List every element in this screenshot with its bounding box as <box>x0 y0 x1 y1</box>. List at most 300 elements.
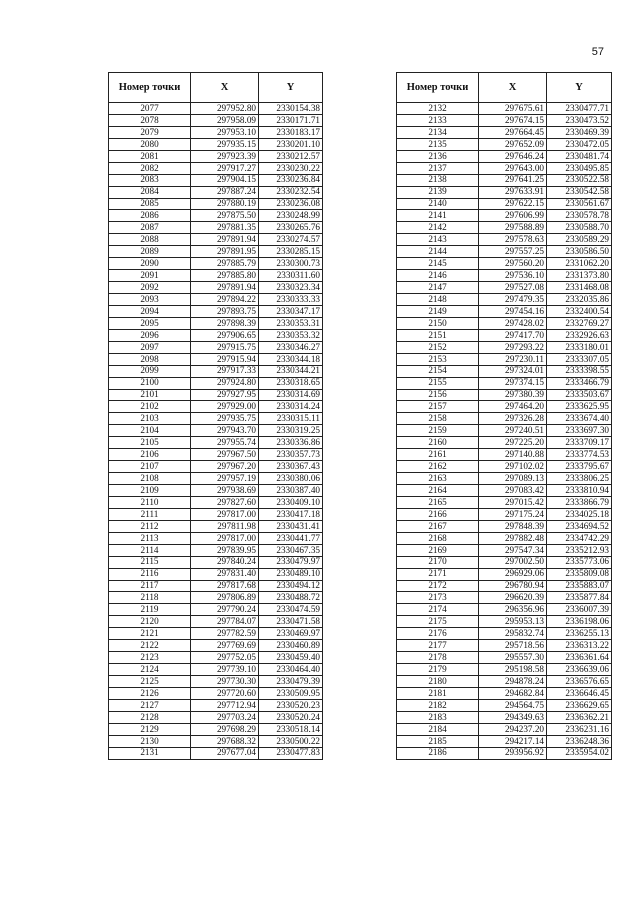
table-row <box>397 377 612 389</box>
point-number-cell: 2178 <box>397 652 479 664</box>
point-number-cell: 2107 <box>109 461 191 473</box>
point-number-cell: 2084 <box>109 186 191 198</box>
point-number-cell: 2083 <box>109 174 191 186</box>
point-number-cell: 2088 <box>109 234 191 246</box>
point-number-cell: 2106 <box>109 449 191 461</box>
table-header-row <box>109 73 323 103</box>
y-cell: 2330460.89 <box>259 640 323 652</box>
x-cell: 297479.35 <box>479 294 547 306</box>
table-row <box>109 234 323 246</box>
table-row <box>397 652 612 664</box>
point-number-cell: 2089 <box>109 246 191 258</box>
table-row <box>397 114 612 126</box>
x-cell: 297782.59 <box>191 628 259 640</box>
point-number-cell: 2158 <box>397 413 479 425</box>
y-cell: 2330494.12 <box>259 580 323 592</box>
table-row <box>397 687 612 699</box>
point-number-cell: 2110 <box>109 496 191 508</box>
point-number-cell: 2130 <box>109 735 191 747</box>
point-number-cell: 2176 <box>397 628 479 640</box>
point-number-cell: 2117 <box>109 580 191 592</box>
table-row <box>109 747 323 759</box>
y-cell: 2330477.83 <box>259 747 323 759</box>
x-cell: 295718.56 <box>479 640 547 652</box>
point-number-cell: 2164 <box>397 485 479 497</box>
coordinates-table-right <box>396 72 612 760</box>
x-cell: 297380.39 <box>479 389 547 401</box>
point-number-cell: 2168 <box>397 532 479 544</box>
point-number-cell: 2104 <box>109 425 191 437</box>
table-row <box>109 126 323 138</box>
table-row <box>109 449 323 461</box>
y-cell: 2333774.53 <box>547 449 612 461</box>
table-row <box>109 353 323 365</box>
table-row <box>109 664 323 676</box>
point-number-cell: 2103 <box>109 413 191 425</box>
table-row <box>109 485 323 497</box>
x-cell: 295832.74 <box>479 628 547 640</box>
y-cell: 2330588.70 <box>547 222 612 234</box>
y-cell: 2330522.58 <box>547 174 612 186</box>
x-cell: 297140.88 <box>479 449 547 461</box>
y-cell: 2336629.65 <box>547 699 612 711</box>
table-body-left <box>109 103 323 760</box>
table-row <box>397 329 612 341</box>
point-number-cell: 2116 <box>109 568 191 580</box>
table-header-row <box>397 73 612 103</box>
x-cell: 297454.16 <box>479 305 547 317</box>
header-x: X <box>479 73 547 103</box>
table-row <box>109 401 323 413</box>
table-row <box>397 198 612 210</box>
x-cell: 297880.19 <box>191 198 259 210</box>
x-cell: 297887.24 <box>191 186 259 198</box>
point-number-cell: 2162 <box>397 461 479 473</box>
table-row <box>397 676 612 688</box>
y-cell: 2330248.99 <box>259 210 323 222</box>
table-row <box>109 365 323 377</box>
header-point-number: Номер точки <box>397 73 479 103</box>
table-row <box>109 628 323 640</box>
point-number-cell: 2186 <box>397 747 479 759</box>
x-cell: 297831.40 <box>191 568 259 580</box>
y-cell: 2330314.69 <box>259 389 323 401</box>
y-cell: 2332769.27 <box>547 317 612 329</box>
y-cell: 2333466.79 <box>547 377 612 389</box>
table-row <box>109 198 323 210</box>
table-row <box>397 138 612 150</box>
y-cell: 2330387.40 <box>259 485 323 497</box>
y-cell: 2330357.73 <box>259 449 323 461</box>
y-cell: 2330183.17 <box>259 126 323 138</box>
x-cell: 297527.08 <box>479 282 547 294</box>
x-cell: 297904.15 <box>191 174 259 186</box>
y-cell: 2330520.23 <box>259 699 323 711</box>
point-number-cell: 2095 <box>109 317 191 329</box>
table-row <box>109 389 323 401</box>
point-number-cell: 2170 <box>397 556 479 568</box>
point-number-cell: 2125 <box>109 676 191 688</box>
x-cell: 297958.09 <box>191 114 259 126</box>
table-row <box>109 246 323 258</box>
y-cell: 2330469.97 <box>259 628 323 640</box>
table-row <box>109 568 323 580</box>
y-cell: 2330171.71 <box>259 114 323 126</box>
table-row <box>397 126 612 138</box>
table-row <box>109 604 323 616</box>
x-cell: 297891.95 <box>191 246 259 258</box>
point-number-cell: 2139 <box>397 186 479 198</box>
x-cell: 296929.06 <box>479 568 547 580</box>
table-row <box>109 317 323 329</box>
point-number-cell: 2081 <box>109 150 191 162</box>
y-cell: 2330474.59 <box>259 604 323 616</box>
point-number-cell: 2114 <box>109 544 191 556</box>
point-number-cell: 2094 <box>109 305 191 317</box>
table-row <box>109 699 323 711</box>
point-number-cell: 2145 <box>397 258 479 270</box>
y-cell: 2333674.40 <box>547 413 612 425</box>
table-row <box>397 735 612 747</box>
table-row <box>397 616 612 628</box>
point-number-cell: 2105 <box>109 437 191 449</box>
table-row <box>109 676 323 688</box>
x-cell: 294878.24 <box>479 676 547 688</box>
x-cell: 297720.60 <box>191 687 259 699</box>
y-cell: 2330212.57 <box>259 150 323 162</box>
point-number-cell: 2091 <box>109 270 191 282</box>
y-cell: 2332035.86 <box>547 294 612 306</box>
table-row <box>397 508 612 520</box>
x-cell: 297588.89 <box>479 222 547 234</box>
x-cell: 297955.74 <box>191 437 259 449</box>
table-row <box>109 556 323 568</box>
y-cell: 2330488.72 <box>259 592 323 604</box>
y-cell: 2330236.84 <box>259 174 323 186</box>
table-row <box>109 114 323 126</box>
point-number-cell: 2108 <box>109 473 191 485</box>
point-number-cell: 2137 <box>397 162 479 174</box>
y-cell: 2330367.43 <box>259 461 323 473</box>
x-cell: 297175.24 <box>479 508 547 520</box>
table-row <box>109 150 323 162</box>
point-number-cell: 2100 <box>109 377 191 389</box>
x-cell: 297374.15 <box>479 377 547 389</box>
y-cell: 2333795.67 <box>547 461 612 473</box>
y-cell: 2330300.73 <box>259 258 323 270</box>
x-cell: 297957.19 <box>191 473 259 485</box>
point-number-cell: 2077 <box>109 103 191 115</box>
point-number-cell: 2177 <box>397 640 479 652</box>
table-row <box>397 604 612 616</box>
x-cell: 297240.51 <box>479 425 547 437</box>
y-cell: 2332400.54 <box>547 305 612 317</box>
x-cell: 297652.09 <box>479 138 547 150</box>
x-cell: 296356.96 <box>479 604 547 616</box>
point-number-cell: 2135 <box>397 138 479 150</box>
table-row <box>109 282 323 294</box>
table-row <box>109 329 323 341</box>
point-number-cell: 2183 <box>397 711 479 723</box>
point-number-cell: 2123 <box>109 652 191 664</box>
point-number-cell: 2111 <box>109 508 191 520</box>
x-cell: 297898.39 <box>191 317 259 329</box>
y-cell: 2330333.33 <box>259 294 323 306</box>
table-row <box>109 640 323 652</box>
point-number-cell: 2098 <box>109 353 191 365</box>
table-row <box>397 365 612 377</box>
y-cell: 2331062.20 <box>547 258 612 270</box>
point-number-cell: 2185 <box>397 735 479 747</box>
y-cell: 2330353.31 <box>259 317 323 329</box>
x-cell: 297326.28 <box>479 413 547 425</box>
y-cell: 2330232.54 <box>259 186 323 198</box>
header-x: X <box>191 73 259 103</box>
point-number-cell: 2148 <box>397 294 479 306</box>
y-cell: 2333307.05 <box>547 353 612 365</box>
y-cell: 2331373.80 <box>547 270 612 282</box>
table-row <box>109 508 323 520</box>
point-number-cell: 2182 <box>397 699 479 711</box>
x-cell: 297894.22 <box>191 294 259 306</box>
table-row <box>397 556 612 568</box>
table-row <box>397 341 612 353</box>
y-cell: 2330346.27 <box>259 341 323 353</box>
point-number-cell: 2181 <box>397 687 479 699</box>
y-cell: 2330380.06 <box>259 473 323 485</box>
y-cell: 2334694.52 <box>547 520 612 532</box>
point-number-cell: 2169 <box>397 544 479 556</box>
x-cell: 297752.05 <box>191 652 259 664</box>
table-row <box>109 687 323 699</box>
y-cell: 2332926.63 <box>547 329 612 341</box>
y-cell: 2336255.13 <box>547 628 612 640</box>
x-cell: 297230.11 <box>479 353 547 365</box>
point-number-cell: 2112 <box>109 520 191 532</box>
page-number: 57 <box>591 46 604 58</box>
table-row <box>109 544 323 556</box>
x-cell: 294564.75 <box>479 699 547 711</box>
table-row <box>109 711 323 723</box>
x-cell: 297769.69 <box>191 640 259 652</box>
table-row <box>397 461 612 473</box>
x-cell: 297935.15 <box>191 138 259 150</box>
table-row <box>397 186 612 198</box>
x-cell: 297664.45 <box>479 126 547 138</box>
y-cell: 2333810.94 <box>547 485 612 497</box>
table-row <box>397 628 612 640</box>
table-row <box>397 305 612 317</box>
table-row <box>397 246 612 258</box>
point-number-cell: 2151 <box>397 329 479 341</box>
header-y: Y <box>259 73 323 103</box>
x-cell: 297906.65 <box>191 329 259 341</box>
point-number-cell: 2133 <box>397 114 479 126</box>
point-number-cell: 2079 <box>109 126 191 138</box>
x-cell: 297935.75 <box>191 413 259 425</box>
point-number-cell: 2126 <box>109 687 191 699</box>
point-number-cell: 2136 <box>397 150 479 162</box>
x-cell: 297893.75 <box>191 305 259 317</box>
x-cell: 294682.84 <box>479 687 547 699</box>
x-cell: 297293.22 <box>479 341 547 353</box>
point-number-cell: 2092 <box>109 282 191 294</box>
y-cell: 2336361.64 <box>547 652 612 664</box>
point-number-cell: 2127 <box>109 699 191 711</box>
table-row <box>109 413 323 425</box>
table-row <box>109 341 323 353</box>
x-cell: 297943.70 <box>191 425 259 437</box>
point-number-cell: 2086 <box>109 210 191 222</box>
x-cell: 297646.24 <box>479 150 547 162</box>
y-cell: 2330274.57 <box>259 234 323 246</box>
y-cell: 2330336.86 <box>259 437 323 449</box>
y-cell: 2330311.60 <box>259 270 323 282</box>
point-number-cell: 2166 <box>397 508 479 520</box>
y-cell: 2330441.77 <box>259 532 323 544</box>
y-cell: 2330154.38 <box>259 103 323 115</box>
point-number-cell: 2115 <box>109 556 191 568</box>
table-row <box>397 496 612 508</box>
y-cell: 2330500.22 <box>259 735 323 747</box>
x-cell: 297811.98 <box>191 520 259 532</box>
x-cell: 297952.80 <box>191 103 259 115</box>
y-cell: 2333866.79 <box>547 496 612 508</box>
y-cell: 2330586.50 <box>547 246 612 258</box>
point-number-cell: 2140 <box>397 198 479 210</box>
table-row <box>397 162 612 174</box>
table-row <box>397 532 612 544</box>
point-number-cell: 2121 <box>109 628 191 640</box>
x-cell: 297848.39 <box>479 520 547 532</box>
table-row <box>397 485 612 497</box>
x-cell: 297817.00 <box>191 532 259 544</box>
point-number-cell: 2144 <box>397 246 479 258</box>
point-number-cell: 2165 <box>397 496 479 508</box>
x-cell: 297885.80 <box>191 270 259 282</box>
point-number-cell: 2102 <box>109 401 191 413</box>
point-number-cell: 2087 <box>109 222 191 234</box>
x-cell: 297536.10 <box>479 270 547 282</box>
table-row <box>109 520 323 532</box>
x-cell: 297739.10 <box>191 664 259 676</box>
x-cell: 297881.35 <box>191 222 259 234</box>
x-cell: 294349.63 <box>479 711 547 723</box>
table-row <box>397 413 612 425</box>
y-cell: 2336576.65 <box>547 676 612 688</box>
table-row <box>397 150 612 162</box>
x-cell: 297102.02 <box>479 461 547 473</box>
y-cell: 2330477.71 <box>547 103 612 115</box>
y-cell: 2333180.01 <box>547 341 612 353</box>
x-cell: 297547.34 <box>479 544 547 556</box>
y-cell: 2330561.67 <box>547 198 612 210</box>
y-cell: 2336231.16 <box>547 723 612 735</box>
x-cell: 297606.99 <box>479 210 547 222</box>
x-cell: 297560.20 <box>479 258 547 270</box>
y-cell: 2335954.02 <box>547 747 612 759</box>
x-cell: 297712.94 <box>191 699 259 711</box>
y-cell: 2330520.24 <box>259 711 323 723</box>
table-row <box>109 210 323 222</box>
table-row <box>109 103 323 115</box>
y-cell: 2330509.95 <box>259 687 323 699</box>
x-cell: 297703.24 <box>191 711 259 723</box>
table-row <box>397 723 612 735</box>
y-cell: 2334025.18 <box>547 508 612 520</box>
table-row <box>397 580 612 592</box>
x-cell: 297643.00 <box>479 162 547 174</box>
point-number-cell: 2156 <box>397 389 479 401</box>
table-row <box>397 317 612 329</box>
point-number-cell: 2149 <box>397 305 479 317</box>
y-cell: 2333503.67 <box>547 389 612 401</box>
x-cell: 297953.10 <box>191 126 259 138</box>
y-cell: 2330417.18 <box>259 508 323 520</box>
table-row <box>109 186 323 198</box>
y-cell: 2330479.39 <box>259 676 323 688</box>
x-cell: 297677.04 <box>191 747 259 759</box>
table-row <box>397 473 612 485</box>
point-number-cell: 2128 <box>109 711 191 723</box>
y-cell: 2330489.10 <box>259 568 323 580</box>
point-number-cell: 2129 <box>109 723 191 735</box>
point-number-cell: 2138 <box>397 174 479 186</box>
point-number-cell: 2174 <box>397 604 479 616</box>
x-cell: 295557.30 <box>479 652 547 664</box>
y-cell: 2330285.15 <box>259 246 323 258</box>
table-row <box>397 258 612 270</box>
point-number-cell: 2161 <box>397 449 479 461</box>
x-cell: 297674.15 <box>479 114 547 126</box>
point-number-cell: 2093 <box>109 294 191 306</box>
y-cell: 2330472.05 <box>547 138 612 150</box>
y-cell: 2330265.76 <box>259 222 323 234</box>
x-cell: 293956.92 <box>479 747 547 759</box>
x-cell: 297929.00 <box>191 401 259 413</box>
x-cell: 297641.25 <box>479 174 547 186</box>
table-row <box>109 258 323 270</box>
x-cell: 297784.07 <box>191 616 259 628</box>
y-cell: 2335883.07 <box>547 580 612 592</box>
point-number-cell: 2179 <box>397 664 479 676</box>
point-number-cell: 2153 <box>397 353 479 365</box>
table-row <box>109 580 323 592</box>
point-number-cell: 2173 <box>397 592 479 604</box>
table-row <box>397 401 612 413</box>
x-cell: 297924.80 <box>191 377 259 389</box>
y-cell: 2330589.29 <box>547 234 612 246</box>
table-row <box>109 723 323 735</box>
x-cell: 297967.20 <box>191 461 259 473</box>
point-number-cell: 2078 <box>109 114 191 126</box>
x-cell: 297817.00 <box>191 508 259 520</box>
table-row <box>109 162 323 174</box>
y-cell: 2330347.17 <box>259 305 323 317</box>
point-number-cell: 2147 <box>397 282 479 294</box>
y-cell: 2330323.34 <box>259 282 323 294</box>
y-cell: 2330344.18 <box>259 353 323 365</box>
x-cell: 297557.25 <box>479 246 547 258</box>
table-row <box>397 222 612 234</box>
coordinates-table-left <box>108 72 323 760</box>
point-number-cell: 2180 <box>397 676 479 688</box>
point-number-cell: 2131 <box>109 747 191 759</box>
point-number-cell: 2184 <box>397 723 479 735</box>
point-number-cell: 2090 <box>109 258 191 270</box>
x-cell: 297875.50 <box>191 210 259 222</box>
table-row <box>109 270 323 282</box>
